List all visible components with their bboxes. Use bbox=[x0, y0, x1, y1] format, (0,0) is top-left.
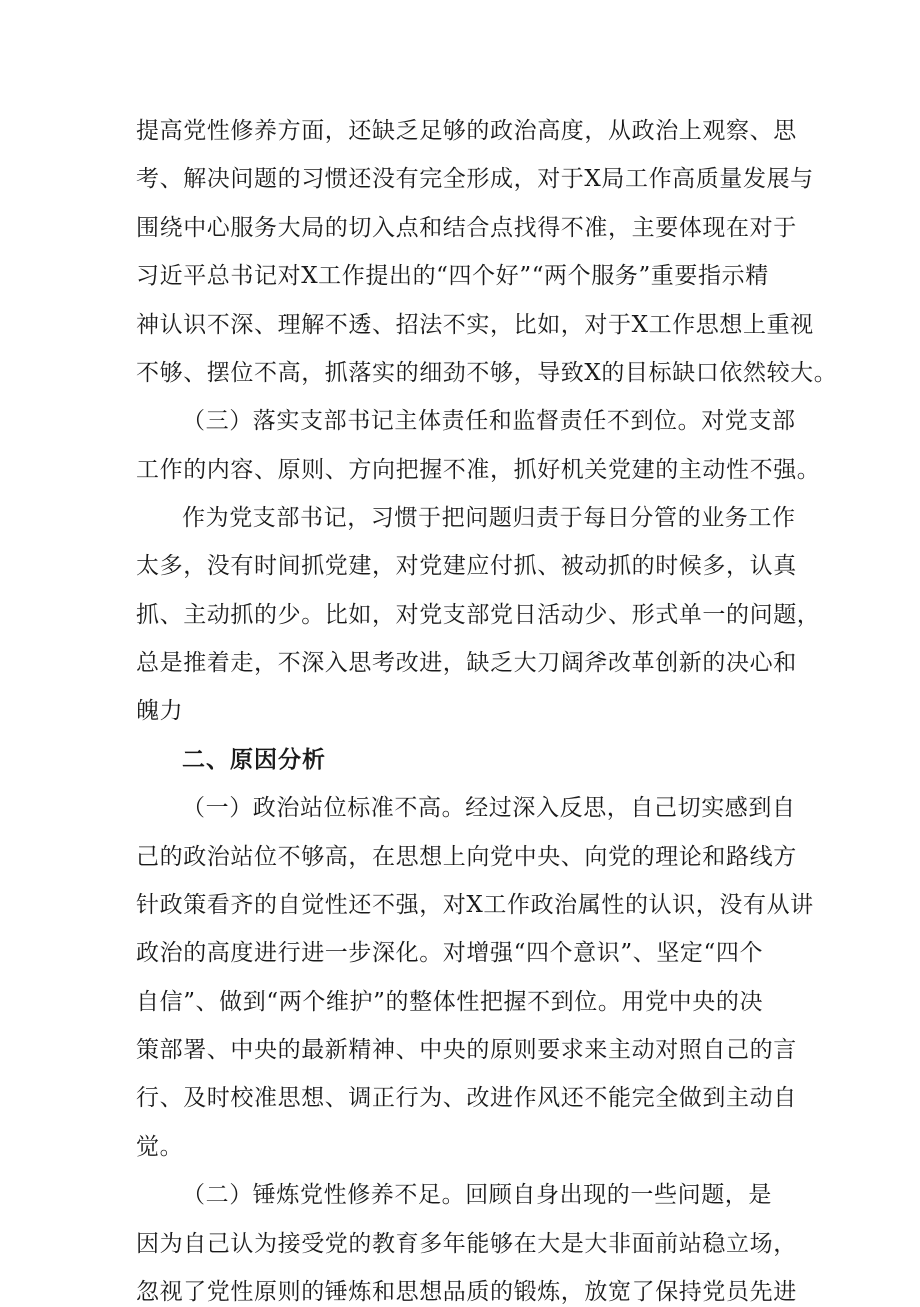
text-line: 工作的内容、原则、方向把握不准，抓好机关党建的主动性不强。 bbox=[136, 457, 821, 483]
text-line: （二）锤炼党性修养不足。回顾自身出现的一些问题，是 bbox=[182, 1182, 772, 1208]
text-line: 围绕中心服务大局的切入点和结合点找得不准，主要体现在对于 bbox=[136, 215, 797, 241]
section-heading: 二、原因分析 bbox=[182, 747, 326, 773]
text-line: 习近平总书记对X工作提出的“四个好”“两个服务”重要指示精 bbox=[136, 263, 769, 289]
text-line: 己的政治站位不够高，在思想上向党中央、向党的理论和路线方 bbox=[136, 844, 797, 870]
text-line: 政治的高度进行进一步深化。对增强“四个意识”、坚定“四个 bbox=[136, 940, 764, 966]
text-line: 觉。 bbox=[136, 1134, 184, 1160]
text-line: （一）政治站位标准不高。经过深入反思，自己切实感到自 bbox=[182, 795, 796, 821]
text-line: 策部署、中央的最新精神、中央的原则要求来主动对照自己的言 bbox=[136, 1037, 797, 1063]
text-line: 神认识不深、理解不透、招法不实，比如，对于X工作思想上重视 bbox=[136, 312, 814, 338]
text-line: 考、解决问题的习惯还没有完全形成，对于X局工作高质量发展与 bbox=[136, 166, 814, 192]
text-line: 魄力 bbox=[136, 698, 184, 724]
text-line: 太多，没有时间抓党建，对党建应付抓、被动抓的时候多，认真 bbox=[136, 553, 797, 579]
text-line: 抓、主动抓的少。比如，对党支部党日活动少、形式单一的问题， bbox=[136, 602, 821, 628]
text-line: （三）落实支部书记主体责任和监督责任不到位。对党支部 bbox=[182, 408, 796, 434]
text-line: 作为党支部书记，习惯于把问题归责于每日分管的业务工作 bbox=[182, 505, 796, 531]
text-line: 自信”、做到“两个维护”的整体性把握不到位。用党中央的决 bbox=[136, 989, 764, 1015]
text-line: 因为自己认为接受党的教育多年能够在大是大非面前站稳立场， bbox=[136, 1231, 797, 1257]
text-line: 行、及时校准思想、调正行为、改进作风还不能完全做到主动自 bbox=[136, 1085, 797, 1111]
text-line: 不够、摆位不高，抓落实的细劲不够，导致X的目标缺口依然较大。 bbox=[136, 360, 838, 386]
text-line: 提高党性修养方面，还缺乏足够的政治高度，从政治上观察、思 bbox=[136, 118, 797, 144]
text-line: 针政策看齐的自觉性还不强，对X工作政治属性的认识，没有从讲 bbox=[136, 892, 814, 918]
text-line: 总是推着走，不深入思考改进，缺乏大刀阔斧改革创新的决心和 bbox=[136, 650, 797, 676]
text-line: 忽视了党性原则的锤炼和思想品质的锻炼，放宽了保持党员先进 bbox=[136, 1279, 797, 1305]
